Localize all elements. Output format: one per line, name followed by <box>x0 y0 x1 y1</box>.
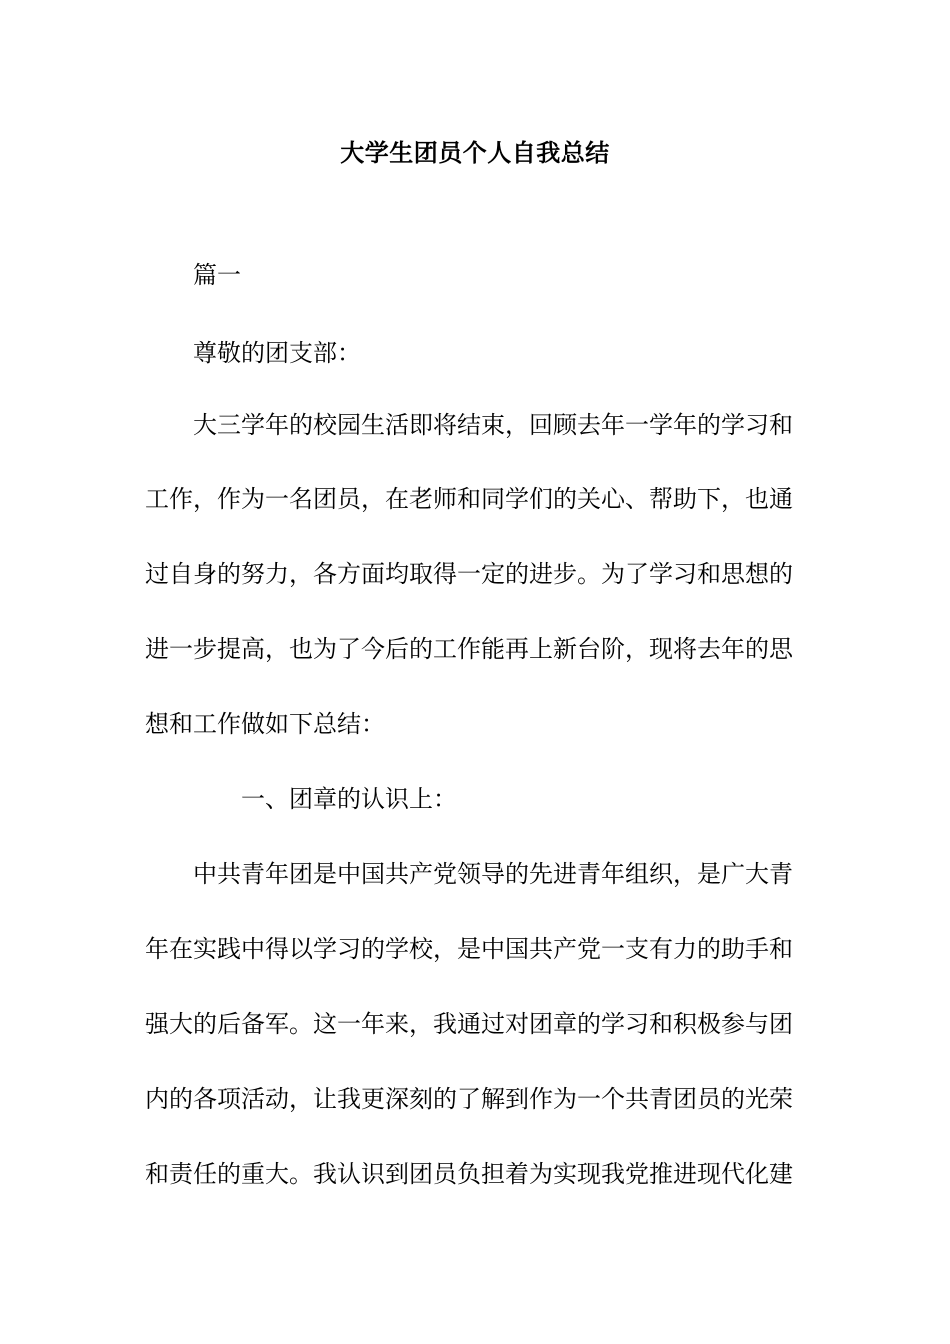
section-label: 篇一 <box>193 261 241 289</box>
paragraph-line: 工作，作为一名团员，在老师和同学们的关心、帮助下，也通 <box>145 485 793 513</box>
salutation: 尊敬的团支部： <box>193 339 361 367</box>
paragraph-line: 进一步提高，也为了今后的工作能再上新台阶，现将去年的思 <box>145 635 793 663</box>
paragraph-line: 过自身的努力，各方面均取得一定的进步。为了学习和思想的 <box>145 560 793 588</box>
paragraph-line: 年在实践中得以学习的学校，是中国共产党一支有力的助手和 <box>145 935 793 963</box>
paragraph-line: 和责任的重大。我认识到团员负担着为实现我党推进现代化建 <box>145 1160 793 1188</box>
paragraph-line: 想和工作做如下总结： <box>145 710 385 738</box>
paragraph-line: 中共青年团是中国共产党领导的先进青年组织，是广大青 <box>193 860 793 888</box>
paragraph-line: 内的各项活动，让我更深刻的了解到作为一个共青团员的光荣 <box>145 1085 793 1113</box>
paragraph-line: 大三学年的校园生活即将结束，回顾去年一学年的学习和 <box>193 411 793 439</box>
document-title: 大学生团员个人自我总结 <box>340 138 610 167</box>
section-heading: 一、团章的认识上： <box>241 785 457 813</box>
paragraph-line: 强大的后备军。这一年来，我通过对团章的学习和积极参与团 <box>145 1010 793 1038</box>
